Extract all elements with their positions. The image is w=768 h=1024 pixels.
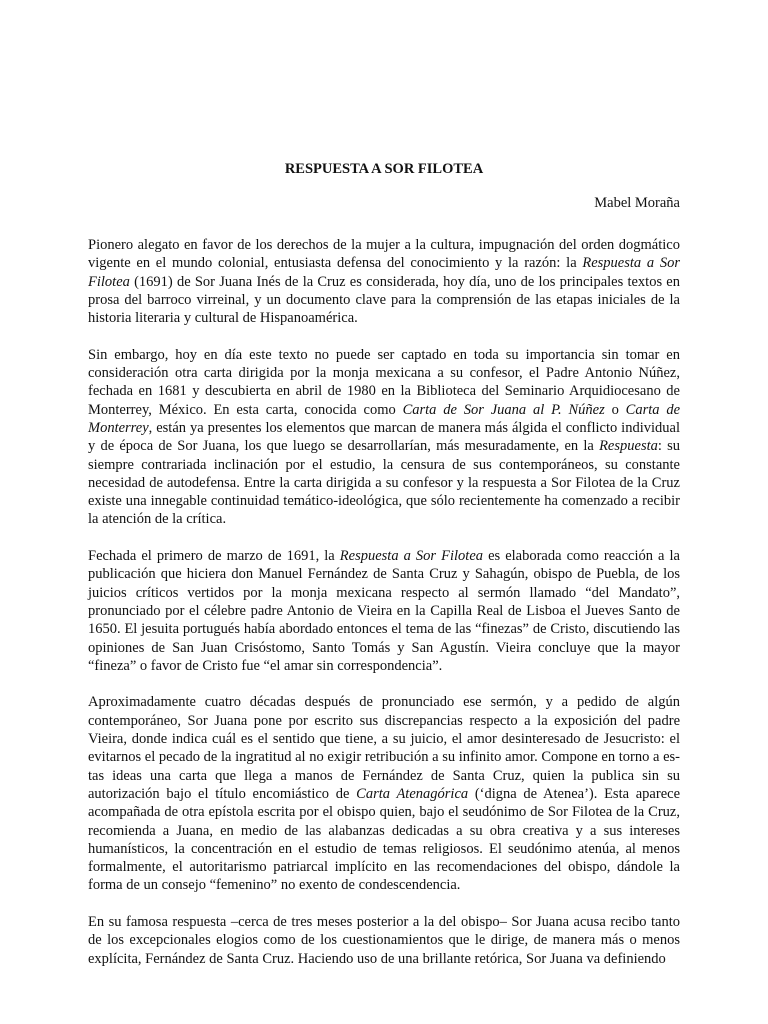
paragraph-text: (‘digna de Atenea’). Esta aparece acompañada de otra epístola escrita por el obispo quien, bajo el seudónimo de Sor Filotea de la Cruz, recomienda a Juana, en medio de las alabanzas dedicadas a su obra creativa y a sus intereses humanísticos, la concentración en el estudio de temas religiosos. El seudónimo atenúa, al menos formalmente, el autoritarismo patriarcal implícito en las recomendaciones del obispo, dándole la forma de un consejo “femenino” no exento de condescendencia.: [88, 785, 681, 894]
paragraph-text: Pionero alegato en favor de los derechos de la mujer a la cultura, impugnación del orden dogmático vigente en el mundo colonial, entusiasta defensa del conocimiento y la razón: la: [88, 237, 680, 272]
paragraph-text: o: [604, 401, 626, 418]
paragraph-text: (1691) de Sor Juana Inés de la Cruz es considerada, hoy día, uno de los principales textos en prosa del barroco virreinal, y un documento clave para la comprensión de las etapas iniciales de la historia literaria y cultural de Hispanoamérica.: [88, 273, 680, 327]
body-paragraph: [88, 547, 680, 675]
paragraph-text: Fechada el primero de marzo de 1691, la: [88, 548, 340, 565]
paragraph-text: , están ya presentes los elementos que marcan de manera más álgida el conflicto individual y de época de Sor Juana, los que luego se desarrollarían, más mesuradamente, en la: [88, 419, 680, 455]
italic-title-text: Carta de Sor Juana al P. Núñez: [402, 401, 605, 418]
body-paragraph: [88, 693, 680, 894]
paragraph-text: : su siempre contrariada inclinación por el estudio, la censura de sus contemporáneos, su constante necesidad de autodefensa. Entre la carta dirigida a su confesor y la respuesta a Sor Filotea de la Cruz existe una innegable continuidad temático-ideológica, que sólo recientemente ha comenzado a recibir la atención de la crítica.: [88, 438, 681, 528]
document-body: [88, 236, 680, 986]
italic-title-text: Respuesta a Sor Filotea: [88, 255, 680, 290]
paragraph-text: Sin embargo, hoy en día este texto no puede ser captado en toda su importancia sin tomar en consideración otra carta dirigida por la monja mexicana a su confesor, el Padre Antonio Núñez, fechada en 1681 y descubierta en abril de 1980 en la Biblioteca del Seminario Arquidiocesano de Monterrey, México. En esta carta, conocida como: [88, 346, 680, 418]
paragraph-text: En su famosa respuesta –cerca de tres meses posterior a la del obispo– Sor Juana acusa recibo tanto de los excepcionales elogios como de los cuestionamientos que le dirige, de manera más o menos explícita, Fernández de Santa Cruz. Haciendo uso de una brillante retórica, Sor Juana va definiendo: [88, 913, 680, 967]
italic-title-text: Carta de Monterrey: [88, 401, 681, 436]
body-paragraph: [88, 236, 680, 327]
body-paragraph: [88, 913, 680, 968]
document-title: RESPUESTA A SOR FILOTEA: [284, 161, 484, 177]
author-name: Mabel Moraña: [594, 195, 680, 211]
paragraph-text: Aproximadamente cuatro décadas después de pronunciado ese sermón, y a pedido de algún contemporáneo, Sor Juana pone por escrito sus discrepancias respecto a la exposición del padre Vieira, donde indica cuál es el sentido que tiene, a su juicio, el amor desinteresado de Jesucristo: el evitarnos el pecado de la ingratitud al no exigir retribución a su infinito amor. Compone en torno a estas ideas una carta que llega a manos de Fernández de Santa Cruz, quien la publica sin su autorización bajo el título encomiástico de: [88, 694, 680, 802]
italic-title-text: Respuesta: [599, 438, 658, 455]
italic-title-text: Carta Atenagórica: [356, 785, 469, 802]
body-paragraph: [88, 346, 680, 529]
paragraph-text: es elaborada como reacción a la publicación que hiciera don Manuel Fernández de Santa Cruz y Sahagún, obispo de Puebla, de los juicios críticos vertidos por la monja mexicana respecto al sermón llamado “del Mandato”, pronunciado por el célebre padre Antonio de Vieira en la Capilla Real de Lisboa el Jueves Santo de 1650. El jesuita portugués había abordado entonces el tema de las “finezas” de Cristo, discutiendo las opiniones de San Juan Crisóstomo, Santo Tomás y San Agustín. Vieira concluye que la mayor “fineza” o favor de Cristo fue “el amar sin correspondencia”.: [88, 548, 680, 674]
italic-title-text: Respuesta a Sor Filotea: [339, 548, 484, 565]
